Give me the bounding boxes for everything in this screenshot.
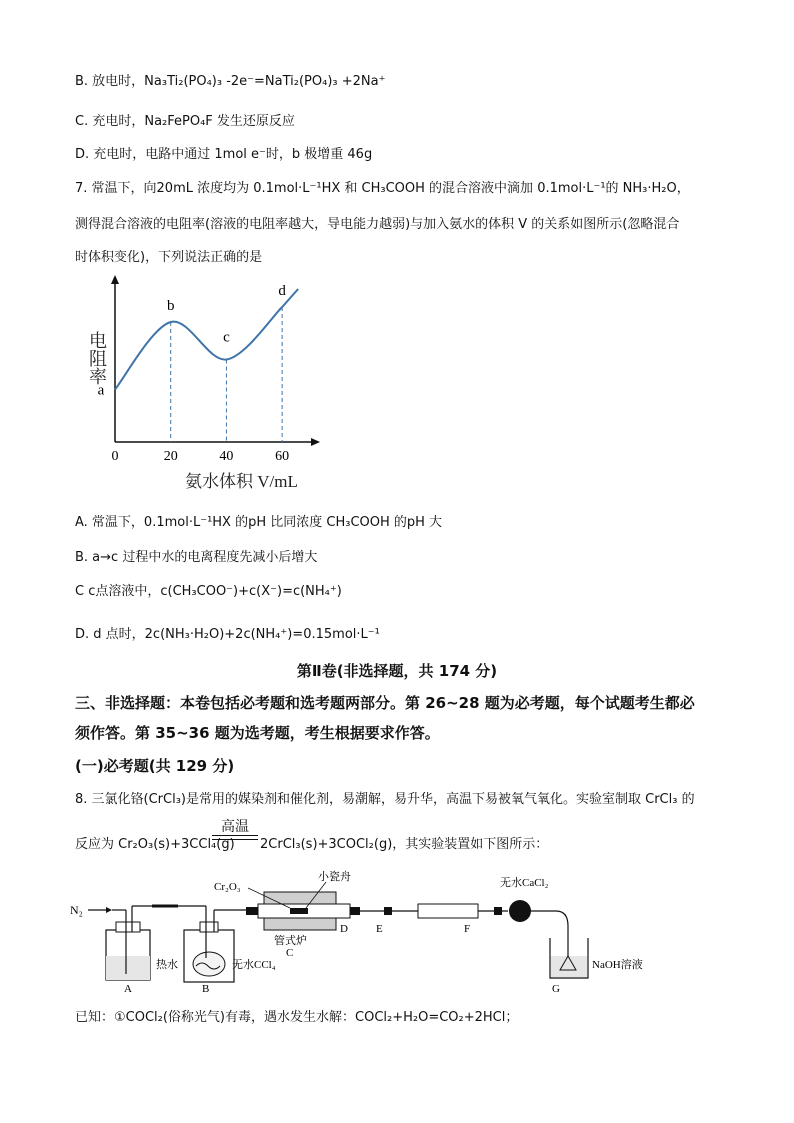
point-label-b: b — [166, 298, 175, 314]
y-axis-arrow — [111, 275, 119, 284]
q7-stem-line1: 7. 常温下，向20mL 浓度均为 0.1mol·L⁻¹HX 和 CH₃COOH 的混合溶液中滴加 0.1mol·L⁻¹的 NH₃·H₂O， — [75, 181, 690, 196]
furnace-label: 管式炉 — [274, 935, 307, 947]
section-3-line1: 三、非选择题：本卷包括必考题和选考题两部分。第 26~28 题为必考题，每个试题考生都必 — [75, 694, 695, 712]
resistivity-chart — [75, 270, 335, 500]
y-axis-label: 电阻率 — [87, 331, 107, 385]
x-tick-label: 60 — [275, 449, 290, 464]
point-label-c: c — [223, 329, 230, 346]
boat-label: 小瓷舟 — [318, 871, 351, 883]
q8-line1: 8. 三氯化铬(CrCl₃)是常用的媒染剂和催化剂，易潮解，易升华，高温下易被氧气氧化。实验室制取 CrCl₃ 的 — [75, 792, 695, 807]
q7-stem-line2: 测得混合溶液的电阻率(溶液的电阻率越大，导电能力越弱)与加入氨水的体积 V 的关系如图所示(忽略混合 — [75, 217, 680, 232]
known-note: 已知：①COCl₂(俗称光气)有毒，遇水发生水解：COCl₂+H₂O=CO₂+2HCl； — [75, 1010, 519, 1025]
q7-option-a: A. 常温下，0.1mol·L⁻¹HX 的pH 比同浓度 CH₃COOH 的pH 大 — [75, 515, 443, 530]
x-axis-arrow — [311, 438, 320, 446]
label-f: F — [464, 923, 471, 935]
x-tick-label: 40 — [219, 449, 234, 464]
q7-stem-line3: 时体积变化)，下列说法正确的是 — [75, 250, 263, 265]
q8-eq-arrow-bottom — [212, 839, 258, 840]
n2-label: N₂ — [70, 903, 83, 917]
q7-option-b: B. a→c 过程中水的电离程度先减小后增大 — [75, 550, 318, 565]
option-d: D. 充电时，电路中通过 1mol e⁻时，b 极增重 46g — [75, 147, 373, 162]
point-label-a: a — [97, 382, 105, 399]
option-b: B. 放电时，Na₃Ti₂(PO₄)₃ -2e⁻=NaTi₂(PO₄)₃ +2Na⁺ — [75, 74, 386, 89]
ccl4-label: 无水CCl₄ — [232, 959, 276, 971]
q8-eq-condition: 高温 — [221, 819, 249, 835]
label-a: A — [124, 983, 132, 995]
drying-tube-f — [509, 900, 531, 922]
label-c: C — [286, 947, 294, 959]
x-tick-label: 20 — [163, 449, 178, 464]
hot-water-label: 热水 — [156, 959, 178, 971]
label-g: G — [552, 983, 560, 995]
q8-eq-right: 2CrCl₃(s)+3COCl₂(g)，其实验装置如下图所示： — [260, 837, 549, 852]
label-e: E — [376, 923, 383, 935]
q7-option-d: D. d 点时，2c(NH₃·H₂O)+2c(NH₄⁺)=0.15mol·L⁻¹ — [75, 627, 380, 642]
q8-eq-left: 反应为 Cr₂O₃(s)+3CCl₄(g) — [75, 837, 235, 852]
cacl2-label: 无水CaCl₂ — [500, 877, 549, 889]
label-d: D — [340, 923, 348, 935]
section-2-title: 第Ⅱ卷(非选择题，共 174 分) — [296, 662, 498, 680]
point-label-d: d — [278, 283, 286, 299]
option-c: C. 充电时，Na₂FePO₄F 发生还原反应 — [75, 114, 295, 129]
required-title: (一)必考题(共 129 分) — [75, 757, 235, 775]
x-axis-label: 氨水体积 V/mL — [185, 472, 298, 491]
apparatus-diagram — [68, 866, 643, 996]
naoh-label: NaOH溶液 — [592, 959, 643, 971]
cr2o3-label: Cr₂O₃ — [214, 881, 241, 893]
q8-eq-arrow-top — [212, 835, 258, 836]
label-b: B — [202, 983, 210, 995]
x-tick-label: 0 — [111, 449, 119, 464]
section-3-line2: 须作答。第 35~36 题为选考题，考生根据要求作答。 — [75, 724, 440, 742]
q7-option-c: C c点溶液中，c(CH₃COO⁻)+c(X⁻)=c(NH₄⁺) — [75, 584, 342, 599]
resistivity-curve — [115, 289, 298, 390]
